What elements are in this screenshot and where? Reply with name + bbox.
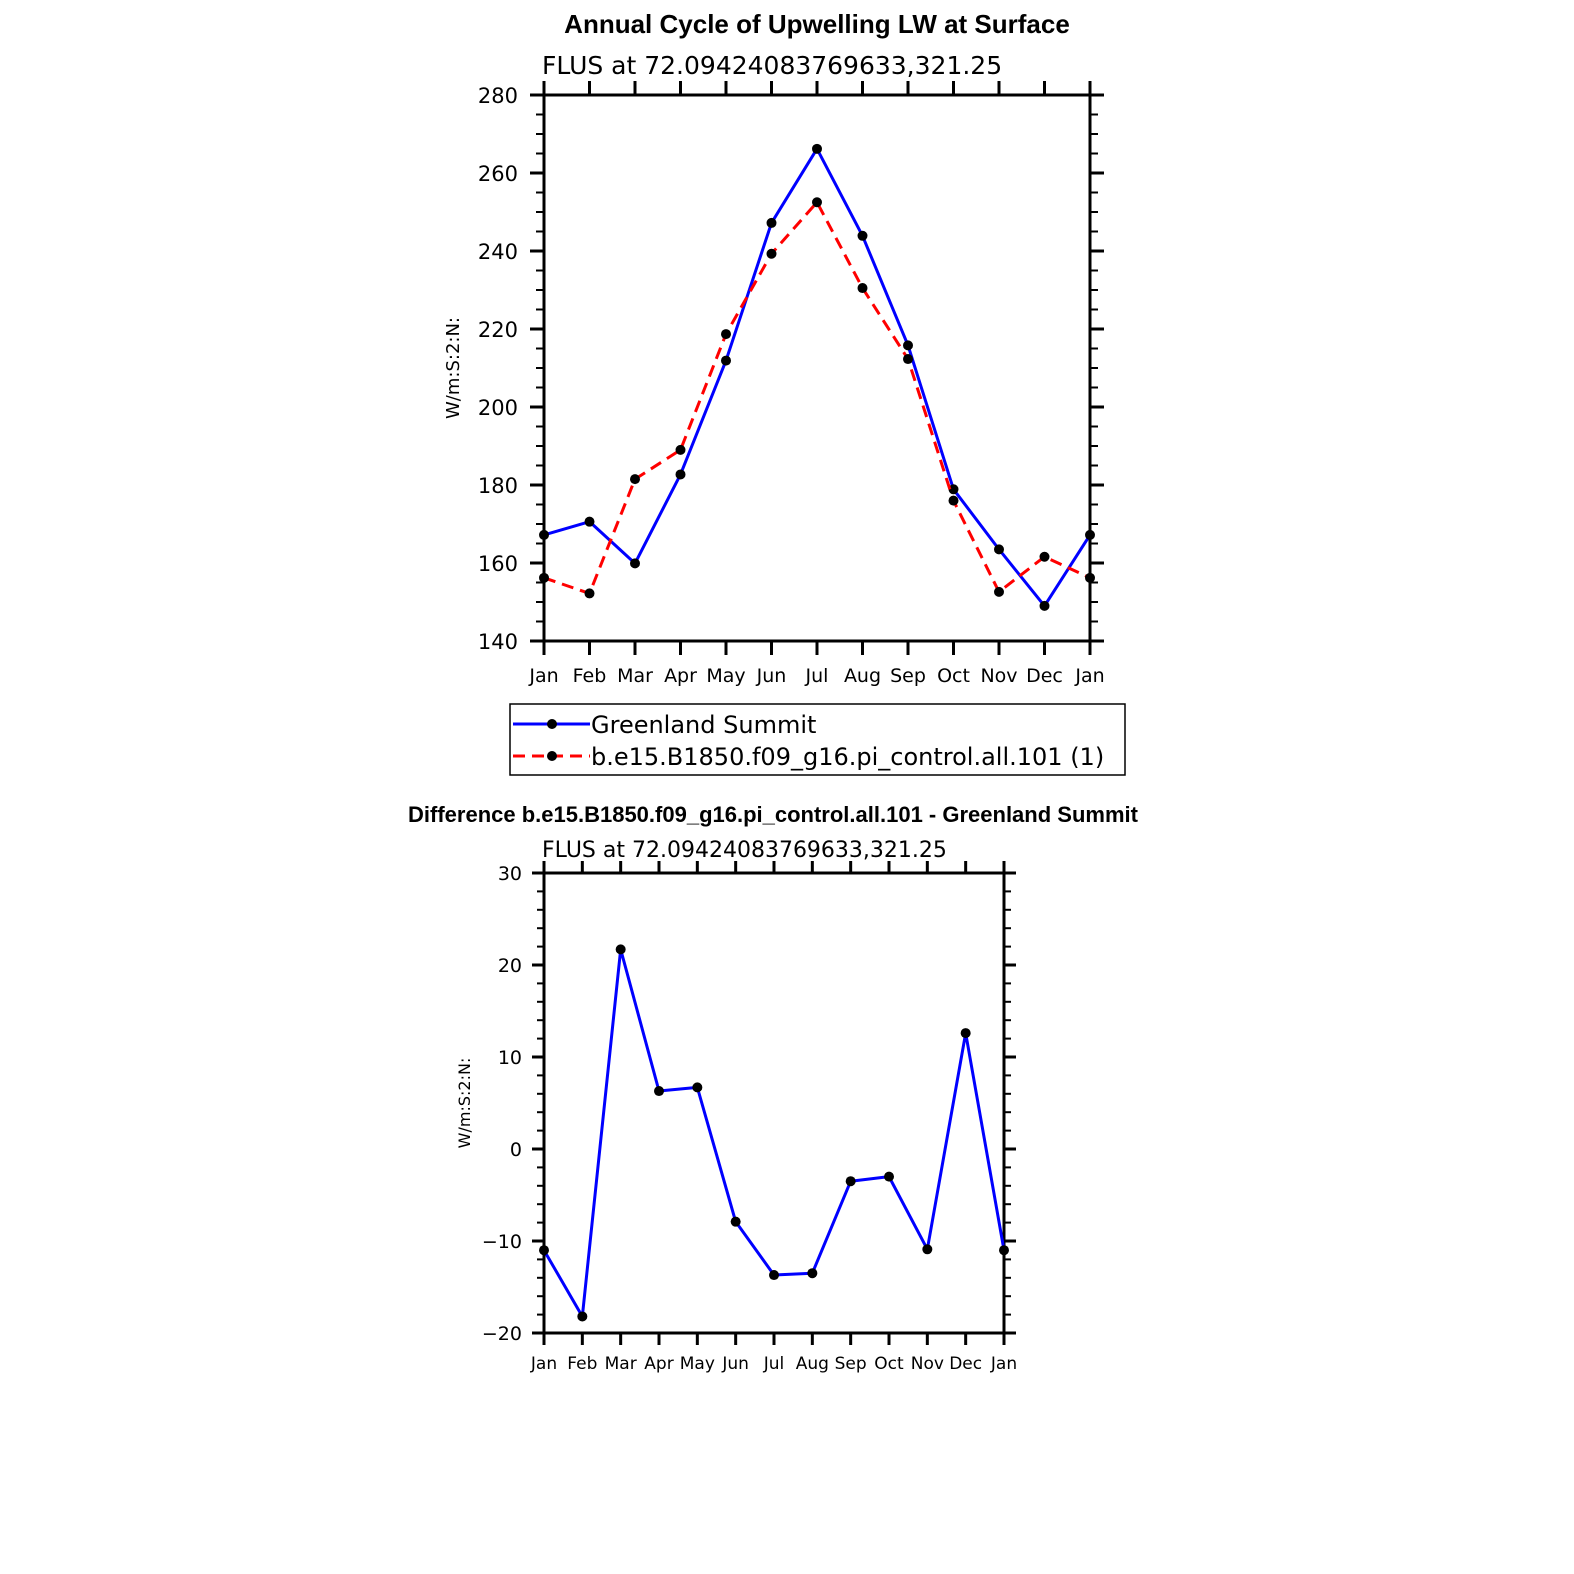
- x-tick-label: Aug: [843, 665, 882, 687]
- x-tick-label: Oct: [874, 1354, 904, 1374]
- x-tick-label: Mar: [604, 1354, 637, 1374]
- chart1-series: [539, 144, 1095, 611]
- x-tick-label: Jan: [990, 1354, 1018, 1374]
- y-tick-label: 160: [477, 552, 518, 576]
- legend-label-0: Greenland Summit: [591, 711, 817, 739]
- x-tick-label: Feb: [567, 1354, 598, 1374]
- data-point: [1085, 530, 1095, 540]
- x-tick-label: Mar: [617, 665, 653, 687]
- x-tick-label: Oct: [937, 665, 970, 687]
- x-tick-label: Jan: [529, 665, 559, 687]
- data-point: [846, 1176, 856, 1186]
- x-tick-label: May: [679, 1354, 715, 1374]
- data-point: [767, 218, 777, 228]
- y-tick-label: 180: [477, 474, 518, 498]
- data-point: [858, 231, 868, 241]
- y-tick-label: 260: [477, 162, 518, 186]
- chart2-title: Difference b.e15.B1850.f09_g16.pi_control.all.101 - Greenland Summit: [408, 802, 1138, 827]
- data-point: [812, 197, 822, 207]
- data-point: [1085, 573, 1095, 583]
- x-tick-label: May: [706, 665, 746, 687]
- data-point: [1040, 552, 1050, 562]
- data-point: [539, 573, 549, 583]
- y-tick-label: 220: [477, 318, 518, 342]
- data-point: [616, 944, 626, 954]
- data-point: [769, 1270, 779, 1280]
- data-point: [577, 1311, 587, 1321]
- x-tick-label: Aug: [795, 1354, 829, 1374]
- x-tick-label: Dec: [949, 1354, 983, 1374]
- y-tick-label: 200: [477, 396, 518, 420]
- chart2-series: [539, 944, 1009, 1321]
- y-tick-label: −10: [481, 1231, 522, 1253]
- chart1-axes: [478, 81, 1105, 687]
- data-point: [676, 469, 686, 479]
- series-line-1: [544, 202, 1090, 593]
- data-point: [858, 283, 868, 293]
- data-point: [692, 1082, 702, 1092]
- y-tick-label: −20: [481, 1323, 522, 1345]
- chart1-title: Annual Cycle of Upwelling LW at Surface: [564, 9, 1070, 39]
- data-point: [630, 558, 640, 568]
- difference-chart: [408, 802, 1139, 1374]
- x-tick-label: Jan: [1075, 665, 1105, 687]
- y-tick-label: 30: [497, 863, 522, 885]
- data-point: [630, 474, 640, 484]
- data-point: [884, 1172, 894, 1182]
- annual-cycle-chart: [443, 9, 1125, 775]
- data-point: [676, 445, 686, 455]
- chart2-subtitle: FLUS at 72.09424083769633,321.25: [542, 838, 947, 863]
- data-point: [731, 1217, 741, 1227]
- data-point: [767, 249, 777, 259]
- data-point: [994, 544, 1004, 554]
- x-tick-label: Apr: [644, 1354, 674, 1374]
- x-tick-label: Apr: [664, 665, 697, 687]
- chart1-y-axis-label: W/m:S:2:N:: [443, 317, 464, 419]
- data-point: [922, 1244, 932, 1254]
- data-point: [812, 144, 822, 154]
- x-tick-label: Sep: [890, 665, 926, 687]
- data-point: [721, 329, 731, 339]
- x-tick-label: Feb: [572, 665, 607, 687]
- legend-marker-0: [547, 719, 557, 729]
- series-line-0: [544, 949, 1004, 1316]
- chart1-subtitle: FLUS at 72.09424083769633,321.25: [542, 51, 1003, 80]
- series-line-0: [544, 149, 1090, 606]
- y-tick-label: 0: [509, 1139, 522, 1161]
- x-tick-label: Dec: [1026, 665, 1063, 687]
- data-point: [903, 354, 913, 364]
- x-tick-label: Jun: [756, 665, 787, 687]
- x-tick-label: Nov: [980, 665, 1018, 687]
- x-tick-label: Sep: [834, 1354, 867, 1374]
- data-point: [1040, 601, 1050, 611]
- chart2-frame: [544, 873, 1004, 1333]
- data-point: [539, 1245, 549, 1255]
- y-tick-label: 140: [477, 630, 518, 654]
- legend-marker-1: [547, 751, 557, 761]
- y-tick-label: 10: [497, 1047, 522, 1069]
- x-tick-label: Jul: [763, 1354, 785, 1374]
- data-point: [585, 517, 595, 527]
- data-point: [961, 1028, 971, 1038]
- y-tick-label: 240: [477, 240, 518, 264]
- legend-label-1: b.e15.B1850.f09_g16.pi_control.all.101 (1): [591, 743, 1105, 771]
- data-point: [994, 587, 1004, 597]
- data-point: [807, 1268, 817, 1278]
- chart2-y-axis-label: W/m:S:2:N:: [455, 1057, 474, 1149]
- chart2-axes: [482, 861, 1017, 1374]
- data-point: [999, 1245, 1009, 1255]
- x-tick-label: Jan: [530, 1354, 558, 1374]
- x-tick-label: Jun: [722, 1354, 749, 1374]
- y-tick-label: 280: [477, 84, 518, 108]
- data-point: [949, 496, 959, 506]
- y-tick-label: 20: [497, 955, 522, 977]
- data-point: [654, 1086, 664, 1096]
- data-point: [539, 530, 549, 540]
- x-tick-label: Jul: [805, 665, 829, 687]
- data-point: [585, 588, 595, 598]
- x-tick-label: Nov: [910, 1354, 944, 1374]
- chart1-legend: [510, 704, 1125, 775]
- data-point: [721, 356, 731, 366]
- data-point: [903, 340, 913, 350]
